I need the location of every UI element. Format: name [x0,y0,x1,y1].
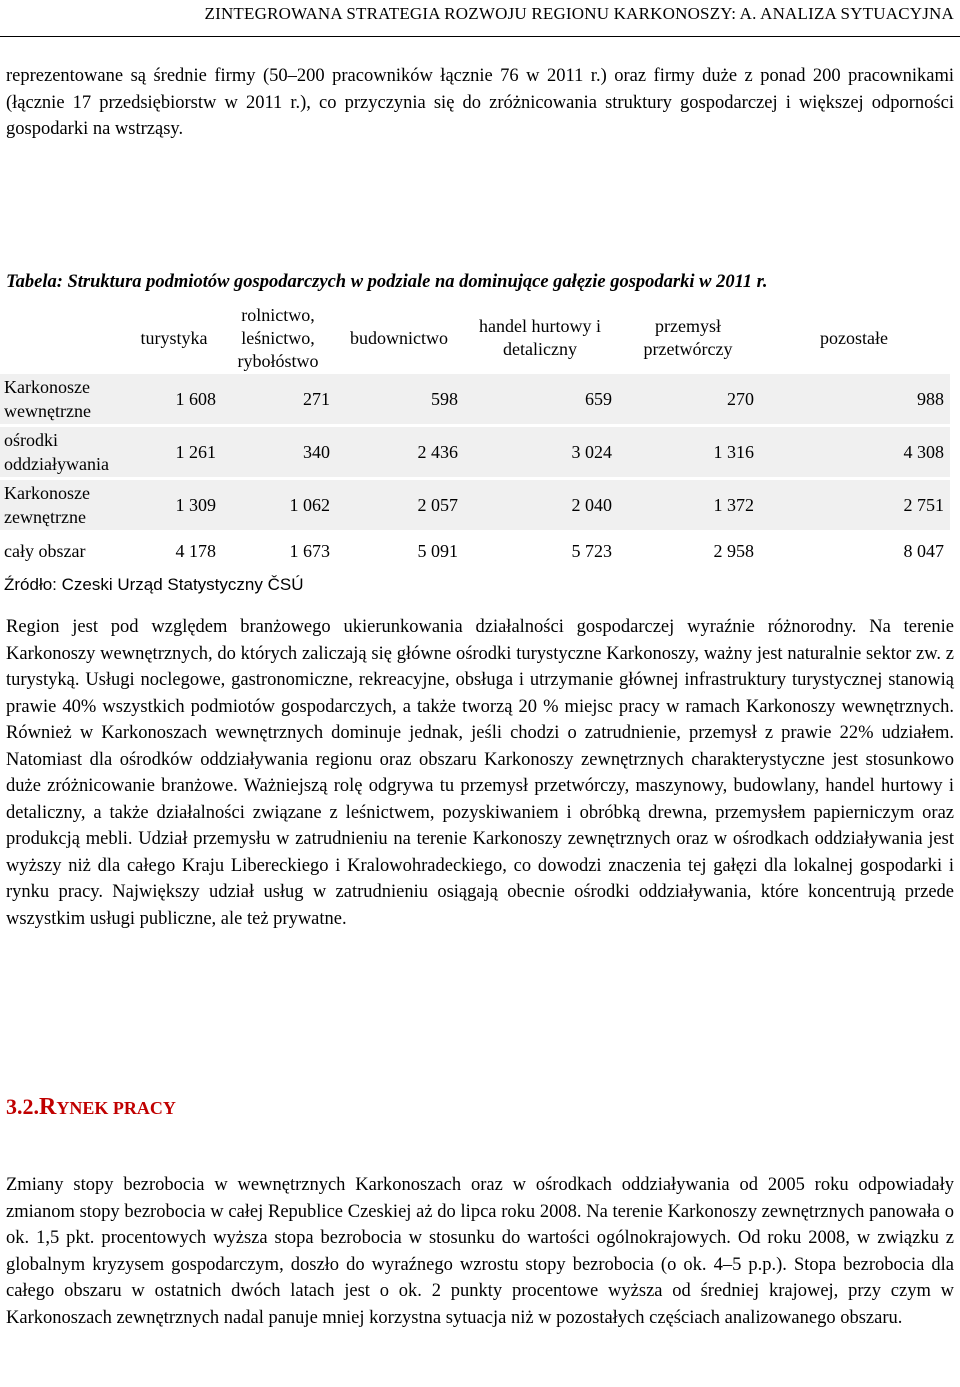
table-caption: Tabela: Struktura podmiotów gospodarczych w podziale na dominujące gałęzie gospodarki w 2011 r. [6,272,768,292]
table-cell: 270 [618,374,760,426]
table-cell: 659 [464,374,618,426]
table-cell: 988 [760,374,950,426]
column-header: przemysł przetwórczy [643,316,733,359]
economic-structure-table [0,302,950,598]
table-header-row [0,302,950,374]
column-header: handel hurtowy i detaliczny [479,316,601,359]
table-source-row [0,571,950,599]
row-label-header [0,302,128,374]
section-heading [6,1094,176,1121]
table-cell: 1 372 [618,479,760,532]
column-header: turystyka [140,327,208,348]
running-title: ZINTEGROWANA STRATEGIA ROZWOJU REGIONU KARKONOSZY: A. ANALIZA SYTUACYJNA [204,4,954,23]
table-cell: 1 062 [222,479,336,532]
table-cell: 2 057 [336,479,464,532]
table-cell: 1 316 [618,426,760,479]
table-cell: 5 091 [336,532,464,571]
table-cell: 2 040 [464,479,618,532]
labour-market-paragraph: Zmiany stopy bezrobocia w wewnętrznych Karkonoszach oraz w ośrodkach oddziaływania od 2005 roku odpowiadały zmianom stopy bezrobocia w całej Republice Czeskiej aż do lipca roku 2008. Na terenie Karkonoszy zewnętrznych panowała o ok. 1,5 pkt. procentowych wyższa stopa bezrobocia w stosunku do wartości ogólnokrajowych. Od roku 2008, w związku z globalnym kryzysem gospodarczym, doszło do wyraźnego wzrostu stopy bezrobocia (o ok. 4–5 p.p.). Stopa bezrobocia dla całego obszaru w ostatnich dwóch latach jest o ok. 2 punkty procentowe wyższa od średniej krajowej, przy czym w Karkonoszach zewnętrznych nadal panuje mniej korzystna sytuacja niż w pozostałych częściach analizowanego obszaru. [6,1175,954,1328]
intro-paragraph: reprezentowane są średnie firmy (50–200 pracowników łącznie 76 w 2011 r.) oraz firmy duże z ponad 200 pracownikami (łącznie 17 przedsiębiorstw w 2011 r.), co przyczynia się do zróżnicowania struktury gospodarczej i większej odporności gospodarki na wstrząsy. [6,66,954,139]
table-total-row [0,532,950,571]
table-cell: 1 261 [128,426,222,479]
table-cell: 1 309 [128,479,222,532]
section-title-initial: R [39,1094,57,1120]
running-header [0,0,960,37]
row-label: ośrodki oddziaływania [0,426,128,479]
table-cell: 340 [222,426,336,479]
table-row [0,426,950,479]
table-cell: 3 024 [464,426,618,479]
table-cell: 598 [336,374,464,426]
table-source-spacer [464,571,950,599]
table-cell: 1 673 [222,532,336,571]
column-header: pozostałe [820,327,888,348]
row-label: cały obszar [0,532,128,571]
table-cell: 2 958 [618,532,760,571]
section-number: 3.2. [6,1094,39,1119]
table-row [0,374,950,426]
table-cell: 4 178 [128,532,222,571]
table-cell: 2 436 [336,426,464,479]
table-cell: 271 [222,374,336,426]
section-title-rest: YNEK PRACY [56,1098,176,1118]
table-cell: 4 308 [760,426,950,479]
table-cell: 5 723 [464,532,618,571]
row-label: Karkonosze wewnętrzne [0,374,128,426]
table-cell: 1 608 [128,374,222,426]
row-label: Karkonosze zewnętrzne [0,479,128,532]
table-cell: 8 047 [760,532,950,571]
column-header: rolnictwo, leśnictwo, rybołóstwo [237,304,319,371]
table-source: Źródło: Czeski Urząd Statystyczny ČSÚ [0,571,464,599]
region-paragraph: Region jest pod względem branżowego ukierunkowania działalności gospodarczej wyraźnie różnorodny. Na terenie Karkonoszy wewnętrznych, do których zaliczają się główne ośrodki turystyczne Karkonoszy, ważny jest naturalnie sektor zw. z turystyką. Usługi noclegowe, gastronomiczne, rekreacyjne, obsługa i utrzymanie głównej infrastruktury turystycznej stanowią prawie 40% wszystkich podmiotów gospodarczych, a także tworzą 20 % miejsc pracy w ramach Karkonoszy wewnętrznych. Również w Karkonoszach wewnętrznych dominuje jednak, jeśli chodzi o zatrudnienie, przemysł z prawie 22% udziałem. Natomiast dla ośrodków oddziaływania regionu oraz obszaru Karkonoszy zewnętrznych charakterystyczne jest stosunkowo duże zróżnicowanie branżowe. Ważniejszą rolę odgrywa tu przemysł przetwórczy, maszynowy, budowlany, handel hurtowy i detaliczny, a także działalności związane z leśnictwem, pozyskiwaniem i obróbką drewna, przemysłem papierniczym oraz produkcją mebli. Udział przemysłu w zatrudnieniu na terenie Karkonoszy zewnętrznych oraz w ośrodkach oddziaływania jest wyższy niż dla całego Kraju Libereckiego i Kralowohradeckiego, co dowodzi znaczenia tej gałęzi dla lokalnej gospodarki i rynku pracy. Największy udział usług w zatrudnieniu osiągają obecnie ośrodki oddziaływania, które koncentrują przede wszystkim usługi publiczne, ale też prywatne. [6,617,954,929]
column-header: budownictwo [350,327,448,348]
table-row [0,479,950,532]
table-cell: 2 751 [760,479,950,532]
